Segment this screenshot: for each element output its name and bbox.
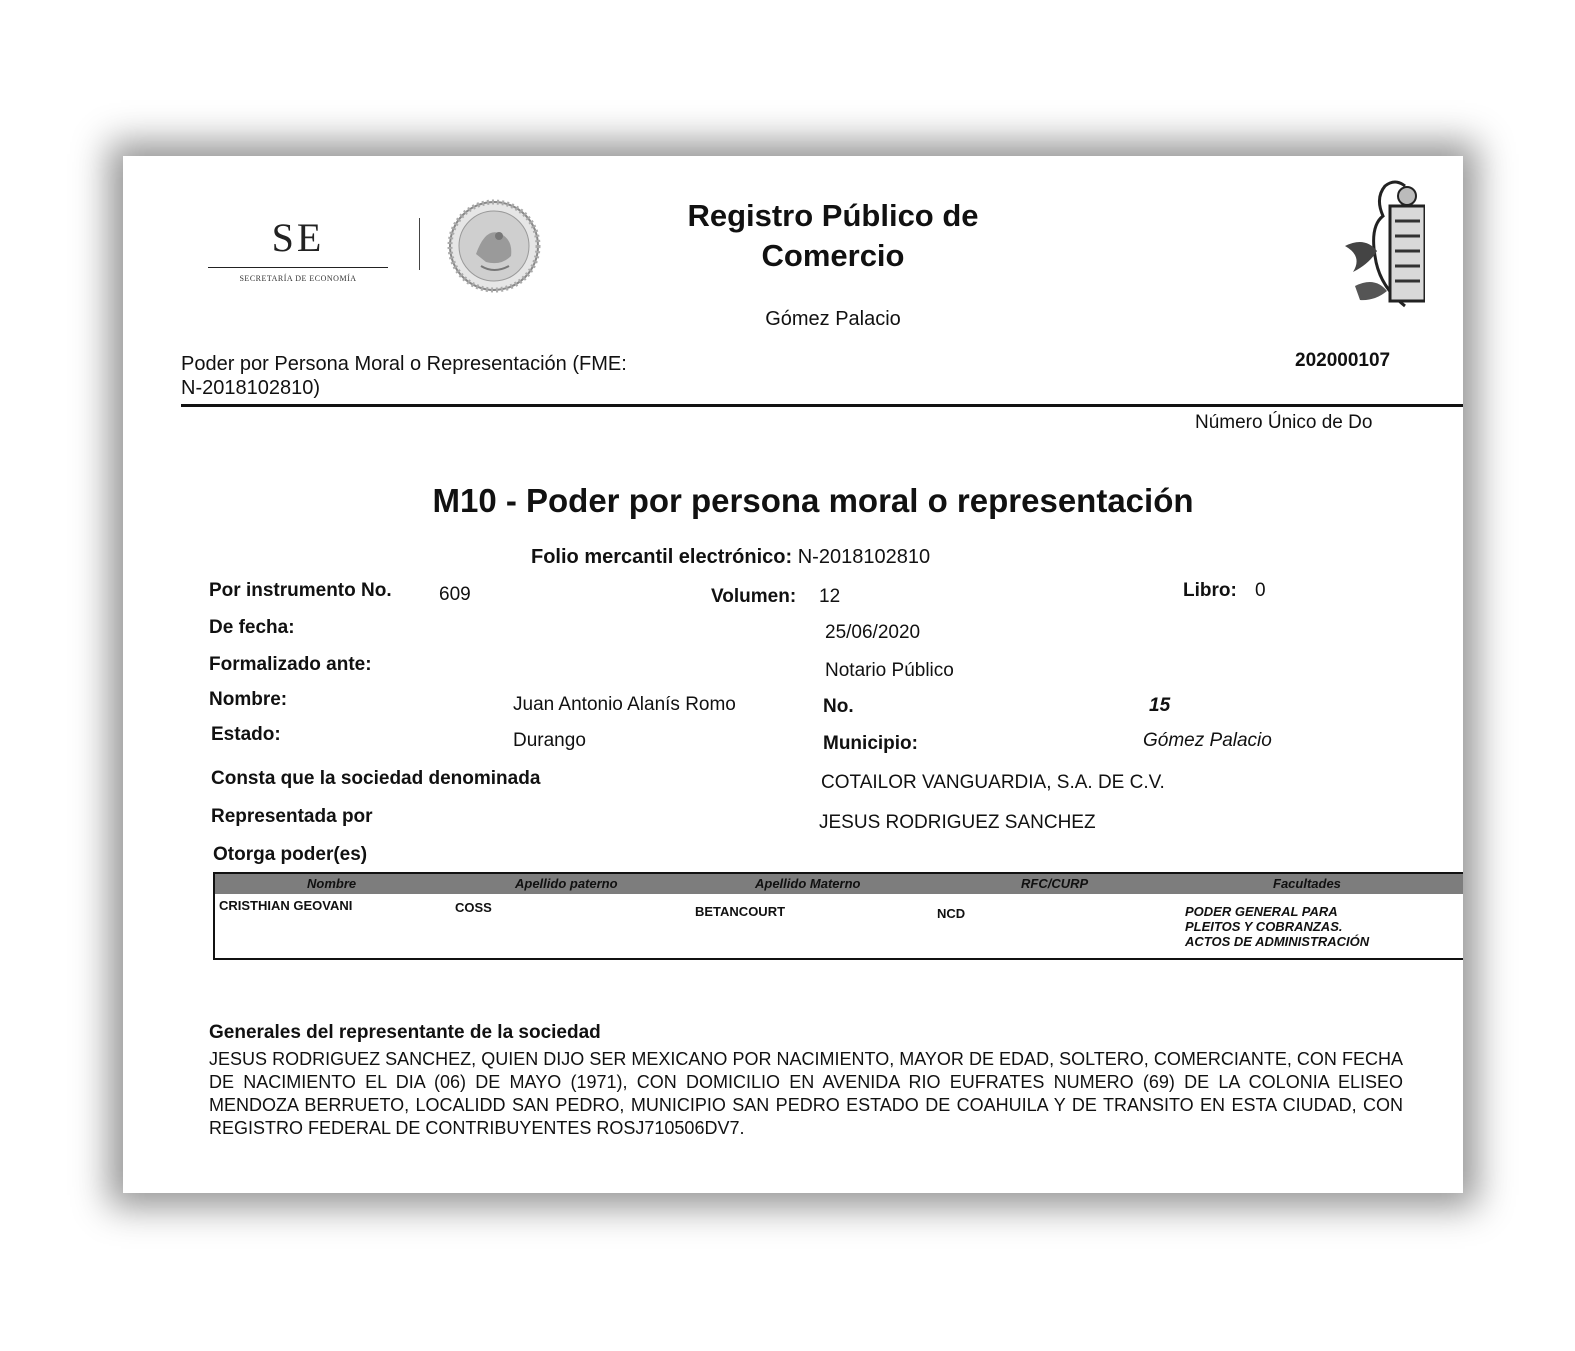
unique-number-label: Número Único de Do bbox=[1195, 412, 1373, 433]
generals-title: Generales del representante de la sociedad bbox=[209, 1022, 601, 1043]
represented-value: JESUS RODRIGUEZ SANCHEZ bbox=[819, 812, 1096, 833]
header-title-line1: Registro Público de bbox=[687, 198, 979, 233]
society-label: Consta que la sociedad denominada bbox=[211, 768, 541, 789]
se-logo-letters: SE bbox=[271, 215, 325, 260]
folio-label: Folio mercantil electrónico: bbox=[531, 546, 793, 568]
cell-facultades bbox=[1185, 904, 1369, 949]
volume-label: Volumen: bbox=[711, 586, 797, 607]
formalized-value: Notario Público bbox=[825, 660, 954, 681]
column-header-apellido-paterno: Apellido paterno bbox=[515, 876, 618, 891]
logo-divider bbox=[419, 218, 420, 270]
instrument-label: Por instrumento No. bbox=[209, 580, 392, 601]
cell-apellido-paterno: COSS bbox=[455, 900, 492, 915]
grantees-table bbox=[213, 872, 1463, 960]
name-label: Nombre: bbox=[209, 689, 288, 710]
book-label: Libro: bbox=[1183, 580, 1237, 601]
generals-body: JESUS RODRIGUEZ SANCHEZ, QUIEN DIJO SER MEXICANO POR NACIMIENTO, MAYOR DE EDAD, SOLTERO, COMERCIANTE, CON FECHA DE NACIMIENTO EL DIA (06) DE MAYO (1971), CON DOMICILIO EN AVENIDA RIO EUFRATES NUMERO (69) DE LA COLONIA ELISEO MENDOZA BERRUETO, LOCALIDD SAN PEDRO, MUNICIPIO SAN PEDRO ESTADO DE COAHUILA Y DE TRANSITO EN ESTA CIUDAD, CON REGISTRO FEDERAL DE CONTRIBUYENTES ROSJ710506DV7. bbox=[209, 1049, 1403, 1138]
main-title: M10 - Poder por persona moral o representación bbox=[432, 482, 1194, 519]
se-logo bbox=[208, 214, 388, 283]
header-rule bbox=[181, 404, 1463, 407]
document-page bbox=[123, 156, 1463, 1193]
column-header-nombre: Nombre bbox=[307, 876, 357, 891]
cell-rfc: NCD bbox=[937, 906, 966, 921]
represented-label: Representada por bbox=[211, 806, 373, 827]
date-value: 25/06/2020 bbox=[825, 622, 921, 643]
municipality-value: Gómez Palacio bbox=[1143, 730, 1272, 751]
instrument-value: 609 bbox=[439, 584, 471, 605]
formalized-label: Formalizado ante: bbox=[209, 654, 372, 675]
state-label: Estado: bbox=[211, 724, 281, 745]
column-header-facultades: Facultades bbox=[1273, 876, 1341, 891]
number-label: No. bbox=[823, 696, 854, 717]
municipality-label: Municipio: bbox=[823, 733, 918, 754]
book-value: 0 bbox=[1255, 580, 1266, 601]
header-title-line2: Comercio bbox=[761, 238, 905, 273]
facultad-line: PLEITOS Y COBRANZAS. bbox=[1185, 919, 1343, 934]
date-label: De fecha: bbox=[209, 617, 295, 638]
name-value: Juan Antonio Alanís Romo bbox=[513, 694, 736, 715]
grantees-table-header bbox=[215, 874, 1463, 894]
number-value: 15 bbox=[1149, 695, 1171, 716]
society-value: COTAILOR VANGUARDIA, S.A. DE C.V. bbox=[821, 772, 1165, 793]
document-type bbox=[181, 352, 627, 400]
column-header-apellido-materno: Apellido Materno bbox=[755, 876, 861, 891]
folio-row bbox=[531, 546, 930, 569]
folio-value: N-2018102810 bbox=[797, 546, 931, 568]
se-logo-subtitle: SECRETARÍA DE ECONOMÍA bbox=[239, 274, 357, 283]
office-name: Gómez Palacio bbox=[765, 308, 901, 330]
document-type-line2: N-2018102810) bbox=[181, 377, 320, 399]
unique-number: 202000107 bbox=[1295, 350, 1391, 371]
cell-nombre: CRISTHIAN GEOVANI bbox=[219, 898, 353, 913]
grants-label: Otorga poder(es) bbox=[213, 844, 368, 865]
cell-apellido-materno: BETANCOURT bbox=[695, 904, 786, 919]
state-value: Durango bbox=[513, 730, 586, 751]
durango-seal-icon bbox=[1335, 176, 1425, 316]
document-type-line1: Poder por Persona Moral o Representación (FME: bbox=[181, 353, 627, 375]
national-seal-icon bbox=[441, 196, 547, 296]
column-header-rfc: RFC/CURP bbox=[1021, 876, 1089, 891]
volume-value: 12 bbox=[819, 586, 841, 607]
facultad-line: ACTOS DE ADMINISTRACIÓN bbox=[1185, 934, 1370, 949]
se-logo-rule bbox=[208, 267, 388, 268]
facultad-line: PODER GENERAL PARA bbox=[1185, 904, 1338, 919]
